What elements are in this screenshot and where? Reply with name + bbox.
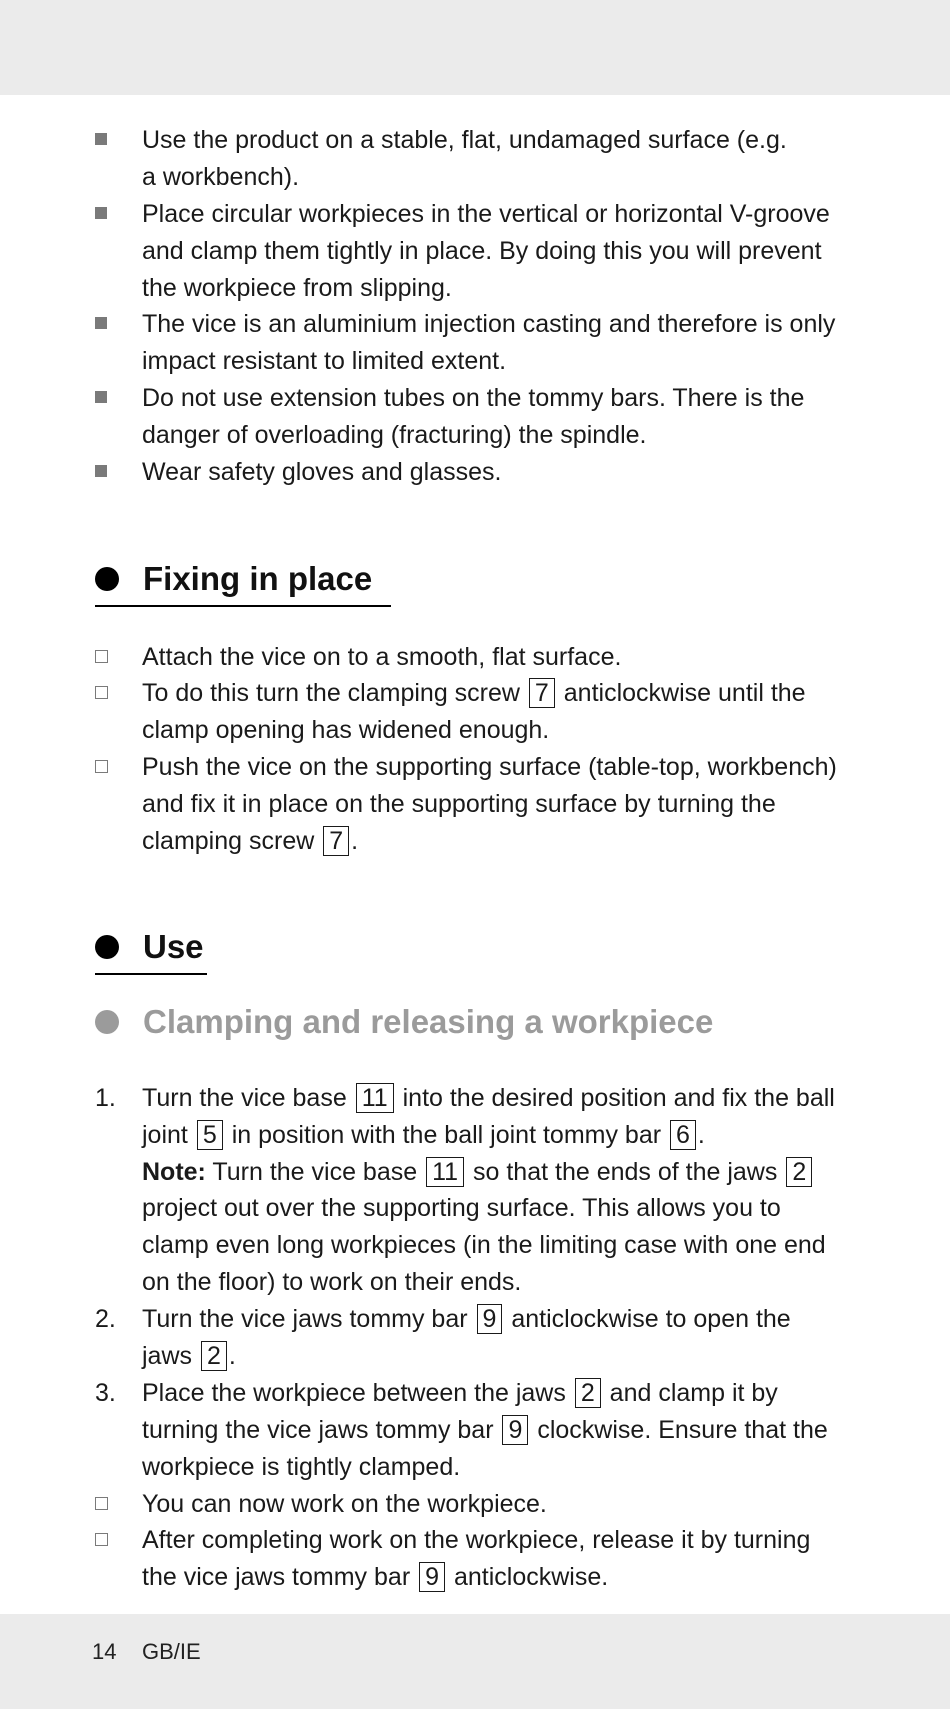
checkbox-square-icon: [95, 1486, 125, 1523]
square-bullet-icon: [95, 196, 125, 233]
checkbox-square-icon: [95, 639, 125, 676]
heading-underline: [95, 973, 207, 975]
checkbox-square-icon: [95, 749, 125, 786]
subheading-bullet-icon: [95, 1010, 119, 1034]
checkbox-square-icon: [95, 1522, 125, 1559]
part-reference-box: 9: [419, 1562, 445, 1592]
subsection-title: Clamping and releasing a workpiece: [143, 1003, 714, 1040]
page-number: 14: [92, 1639, 117, 1664]
square-bullet-icon: [95, 454, 125, 491]
step-number: 2.: [95, 1305, 116, 1333]
square-bullet-icon: [95, 306, 125, 343]
part-reference-box: 2: [201, 1341, 227, 1371]
section-title: Use: [143, 928, 204, 965]
step-number: 1.: [95, 1084, 116, 1112]
note-label: Note:: [142, 1157, 206, 1186]
part-reference-box: 11: [356, 1083, 394, 1113]
part-reference-box: 7: [529, 678, 555, 708]
step-number: 3.: [95, 1379, 116, 1407]
part-reference-box: 2: [575, 1378, 601, 1408]
top-margin-band: [0, 0, 950, 95]
part-reference-box: 9: [502, 1415, 528, 1445]
language-code: GB/IE: [142, 1639, 201, 1664]
square-bullet-icon: [95, 380, 125, 417]
part-reference-box: 11: [426, 1157, 464, 1187]
heading-bullet-icon: [95, 935, 119, 959]
checkbox-square-icon: [95, 675, 125, 712]
section-title: Fixing in place: [143, 560, 373, 597]
heading-underline: [95, 605, 391, 607]
part-reference-box: 6: [670, 1120, 696, 1150]
part-reference-box: 5: [197, 1120, 223, 1150]
part-reference-box: 2: [786, 1157, 812, 1187]
heading-bullet-icon: [95, 567, 119, 591]
part-reference-box: 7: [323, 826, 349, 856]
square-bullet-icon: [95, 122, 125, 159]
part-reference-box: 9: [477, 1304, 503, 1334]
